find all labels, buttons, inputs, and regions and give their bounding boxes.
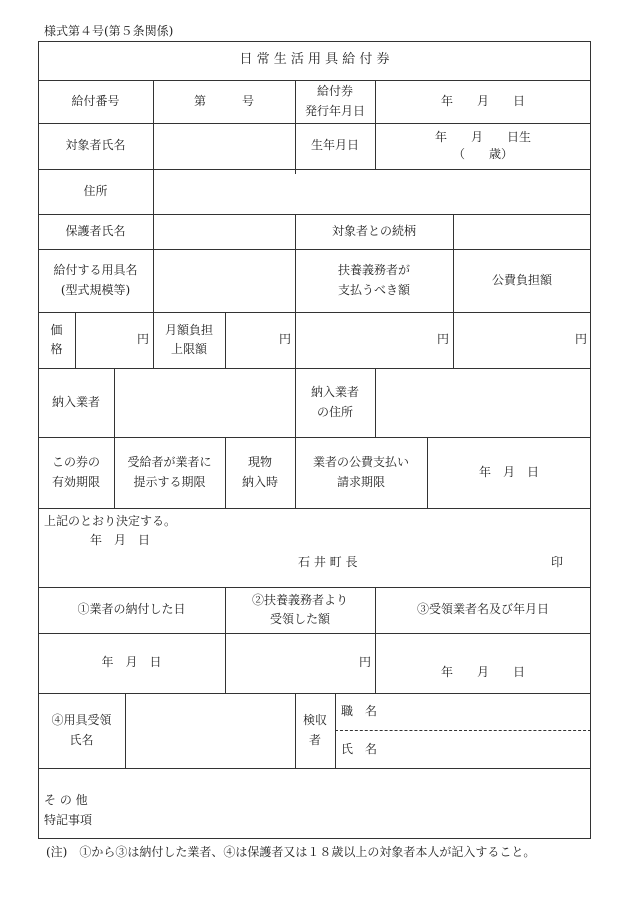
- getsugaku-line2: 上限額: [170, 342, 207, 356]
- seikyu-kigen-value: 年 月 日: [478, 464, 539, 479]
- age-line: （ 歳）: [452, 147, 513, 161]
- hakko-label-line2: 発行年月日: [304, 103, 365, 118]
- juryo-line1: ②扶養義務者より: [251, 592, 348, 607]
- teiji-kigen-label: [114, 437, 225, 508]
- form-number: 様式第４号(第５条関係): [44, 24, 174, 38]
- yuko-line1: この券の: [51, 455, 100, 470]
- kakaku-line1: 価: [50, 322, 63, 337]
- teiji-line2: 提示する期限: [133, 474, 206, 489]
- seikyu-line2: 請求期限: [336, 474, 385, 489]
- juryo-gyosha-date: 年 月 日: [440, 665, 525, 680]
- seikyu-kigen-label: [295, 437, 427, 508]
- kenshu-line2: 者: [308, 732, 321, 747]
- shi-mei-label: 氏 名: [341, 741, 378, 756]
- kenshu-line1: 検収: [302, 713, 327, 728]
- getsugaku-line1: 月額負担: [164, 322, 213, 337]
- hakko-label-line1: 給付券: [316, 84, 353, 99]
- kohi-yen: 円: [574, 332, 587, 347]
- tokki-jiko-label: 特記事項: [44, 813, 93, 827]
- fuyo-gimusha-label: [295, 249, 453, 312]
- nonyu-jusho-line1: 納入業者: [310, 385, 359, 400]
- genbutsu-label: [225, 437, 295, 508]
- nofu-date-value: 年 月 日: [101, 655, 162, 670]
- seal-mark: 印: [551, 555, 564, 569]
- seikyu-line1: 業者の公費支払い: [312, 455, 409, 470]
- seinengappi-value: [375, 123, 591, 169]
- nofu-date-label: ①業者の納付した日: [77, 602, 186, 617]
- hogosha-shimei-label: 保護者氏名: [65, 223, 126, 238]
- birth-date-line: 年 月 日生: [434, 130, 531, 145]
- yuko-line2: 有効期限: [51, 474, 100, 489]
- yogu-juryo-line1: ④用具受領: [51, 713, 112, 728]
- kenshusha-label: [295, 693, 335, 768]
- kakaku-yen: 円: [136, 332, 149, 347]
- decision-date: 年 月 日: [90, 533, 151, 547]
- zokugara-label: 対象者との続柄: [331, 223, 416, 238]
- getsugaku-label: [153, 312, 225, 368]
- kyufu-bango-label: 給付番号: [71, 93, 120, 108]
- jusho-label: 住所: [83, 183, 108, 198]
- shoku-mei-label: 職 名: [341, 703, 378, 718]
- sonota-label: そ の 他: [44, 793, 88, 807]
- nonyu-jusho-label: [295, 368, 375, 437]
- juryo-gyosha-label: ③受領業者名及び年月日: [416, 602, 549, 617]
- fuyo-line1: 扶養義務者が: [337, 263, 410, 278]
- kyufu-bango-value: 第 号: [193, 93, 254, 108]
- mayor-name: 石 井 町 長: [298, 555, 358, 569]
- yogu-line1: 給付する用具名: [53, 263, 138, 278]
- genbutsu-line2: 納入時: [241, 474, 278, 489]
- yuko-kigen-label: [38, 437, 114, 508]
- nonyu-jusho-line2: の住所: [316, 404, 353, 419]
- kakaku-label: [38, 312, 75, 368]
- juryo-gaku-label: [225, 587, 375, 633]
- fuyo-yen: 円: [436, 332, 449, 347]
- hakko-date-value: 年 月 日: [440, 93, 525, 108]
- decision-text: 上記のとおり決定する。: [44, 514, 177, 528]
- juryo-gaku-yen: 円: [358, 655, 371, 670]
- seinengappi-label: 生年月日: [310, 138, 359, 153]
- yogu-mei-label: [38, 249, 153, 312]
- genbutsu-line1: 現物: [247, 455, 272, 470]
- yogu-juryo-label: [38, 693, 125, 768]
- yogu-juryo-line2: 氏名: [69, 732, 94, 747]
- teiji-line1: 受給者が業者に: [127, 455, 212, 470]
- nonyu-gyosha-label: 納入業者: [51, 394, 100, 409]
- hakko-date-label: [295, 80, 375, 123]
- kohi-futan-label: 公費負担額: [491, 272, 552, 287]
- form-title: 日 常 生 活 用 具 給 付 券: [239, 52, 390, 68]
- taishosha-shimei-label: 対象者氏名: [65, 138, 126, 153]
- juryo-line2: 受領した額: [269, 612, 330, 626]
- fuyo-line2: 支払うべき額: [337, 282, 410, 297]
- getsugaku-yen: 円: [278, 332, 291, 347]
- kakaku-line2: 格: [50, 342, 63, 356]
- yogu-line2: (型式規模等): [60, 282, 131, 297]
- footnote: (注) ①から③は納付した業者、④は保護者又は１８歳以上の対象者本人が記入すること。: [46, 845, 536, 859]
